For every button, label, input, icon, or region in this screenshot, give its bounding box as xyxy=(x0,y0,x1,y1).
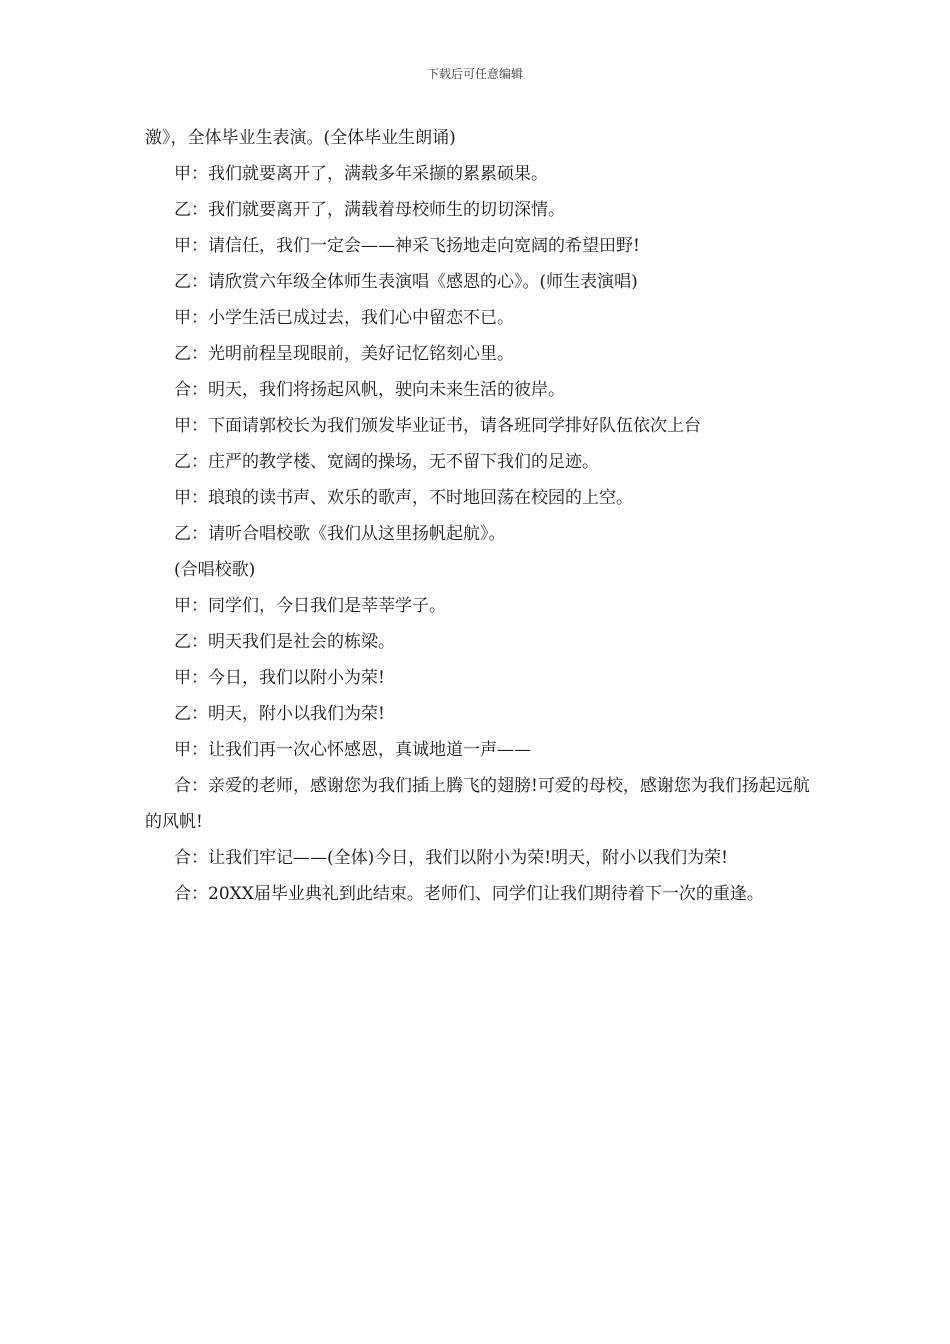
paragraph: 甲：琅琅的读书声、欢乐的歌声，不时地回荡在校园的上空。 xyxy=(174,488,633,508)
paragraph: 乙：我们就要离开了，满载着母校师生的切切深情。 xyxy=(174,200,565,220)
paragraph: 甲：下面请郭校长为我们颁发毕业证书，请各班同学排好队伍依次上台 xyxy=(174,416,701,436)
paragraph: 甲：同学们，今日我们是莘莘学子。 xyxy=(174,596,446,616)
paragraph: 甲：小学生活已成过去，我们心中留恋不已。 xyxy=(174,308,514,328)
paragraph: 合：明天，我们将扬起风帆，驶向未来生活的彼岸。 xyxy=(174,380,565,400)
document-body xyxy=(145,120,810,912)
paragraph: 乙：明天，附小以我们为荣! xyxy=(174,704,385,724)
paragraph: 合：让我们牢记——(全体)今日，我们以附小为荣!明天，附小以我们为荣! xyxy=(174,848,728,868)
paragraph: 乙：庄严的教学楼、宽阔的操场，无不留下我们的足迹。 xyxy=(174,452,599,472)
paragraph: (合唱校歌) xyxy=(174,560,256,580)
page-header: 下载后可任意编辑 xyxy=(426,67,523,81)
paragraph: 激》，全体毕业生表演。(全体毕业生朗诵) xyxy=(145,128,456,148)
paragraph: 乙：光明前程呈现眼前，美好记忆铭刻心里。 xyxy=(174,344,514,364)
paragraph: 乙：请听合唱校歌《我们从这里扬帆起航》。 xyxy=(174,524,506,544)
paragraph: 乙：请欣赏六年级全体师生表演唱《感恩的心》。(师生表演唱) xyxy=(174,272,638,292)
paragraph: 甲：今日，我们以附小为荣! xyxy=(174,668,385,688)
paragraph: 甲：让我们再一次心怀感恩，真诚地道一声—— xyxy=(174,740,531,760)
paragraph: 甲：请信任，我们一定会——神采飞扬地走向宽阔的希望田野! xyxy=(174,236,640,256)
paragraph: 甲：我们就要离开了，满载多年采撷的累累硕果。 xyxy=(174,164,548,184)
paragraph: 乙：明天我们是社会的栋梁。 xyxy=(174,632,395,652)
paragraph: 合：亲爱的老师，感谢您为我们插上腾飞的翅膀!可爱的母校，感谢您为我们扬起远航的风帆! xyxy=(145,776,810,832)
paragraph: 合：20XX届毕业典礼到此结束。老师们、同学们让我们期待着下一次的重逢。 xyxy=(174,884,764,904)
